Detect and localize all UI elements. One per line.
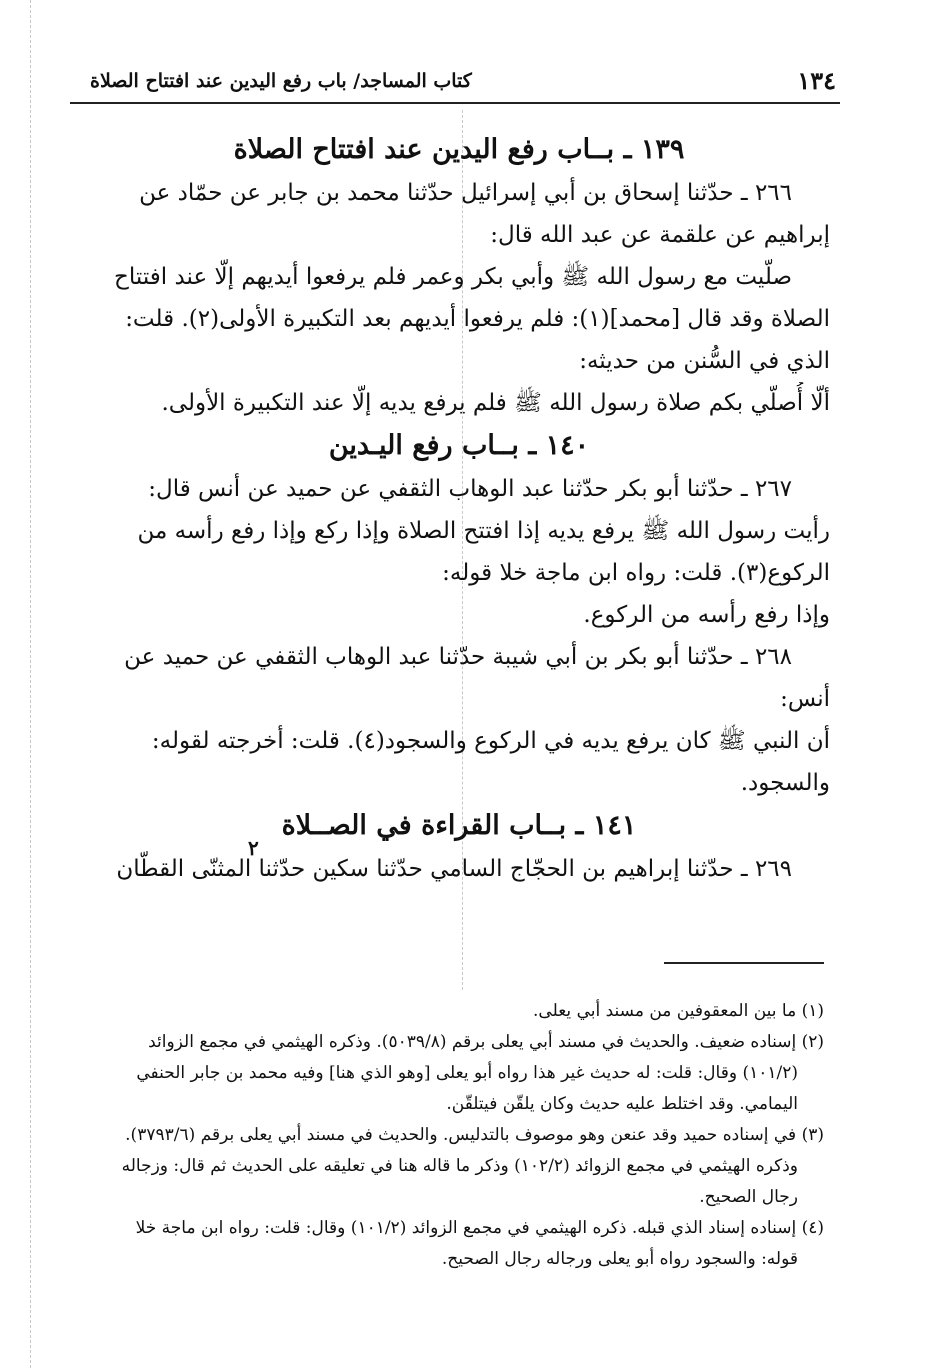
page-header (70, 68, 840, 104)
hadith-line: أن النبي ﷺ كان يرفع يديه في الركوع والسجود(٤). قلت: أخرجته لقوله: (151, 728, 830, 754)
footnote-line: (١٠١/٢) وقال: قلت: له حديث غير هذا رواه أبو يعلى [وهو الذي هنا] وفيه محمد بن جابر الحنفي (136, 1063, 798, 1083)
main-text (88, 128, 830, 890)
hadith-line: ٢٦٦ ـ حدّثنا إسحاق بن أبي إسرائيل حدّثنا محمد بن جابر عن حمّاد عن (139, 180, 792, 206)
hadith-line: الصلاة وقد قال [محمد](١): فلم يرفعوا أيديهم بعد التكبيرة الأولى(٢). قلت: (125, 306, 830, 332)
hadith-line: وإذا رفع رأسه من الركوع. (583, 602, 830, 628)
footnote-line: (٢) إسناده ضعيف. والحديث في مسند أبي يعلى برقم (٥٠٣٩/٨). وذكره الهيثمي في مجمع الزوائد (148, 1032, 824, 1052)
margin-mark: ٢ (248, 836, 259, 860)
chapter-heading: ١٤٠ ـ بــاب رفع اليـدين (328, 430, 590, 461)
running-title: كتاب المساجد/ باب رفع اليدين عند افتتاح الصلاة (90, 70, 472, 92)
hadith-line: والسجود. (740, 770, 830, 796)
chapter-heading: ١٤١ ـ بــاب القراءة في الصــلاة (281, 810, 637, 841)
footnote-separator (664, 962, 824, 964)
footnotes (74, 996, 824, 1275)
page-number: ١٣٤ (797, 66, 836, 95)
hadith-line: ألّا أُصلّي بكم صلاة رسول الله ﷺ فلم يرفع يديه إلّا عند التكبيرة الأولى. (161, 390, 830, 416)
hadith-line: صلّيت مع رسول الله ﷺ وأبي بكر وعمر فلم يرفعوا أيديهم إلّا عند افتتاح (114, 264, 792, 290)
hadith-line: الذي في السُّنن من حديثه: (579, 348, 830, 374)
scan-guide-line (30, 0, 31, 1368)
hadith-line: رأيت رسول الله ﷺ يرفع يديه إذا افتتح الصلاة وإذا ركع وإذا رفع رأسه من (137, 518, 830, 544)
chapter-heading: ١٣٩ ـ بــاب رفع اليدين عند افتتاح الصلاة (233, 134, 685, 165)
hadith-line: أنس: (780, 686, 830, 712)
hadith-line: إبراهيم عن علقمة عن عبد الله قال: (490, 222, 830, 248)
footnote-line: رجال الصحيح. (699, 1187, 798, 1207)
hadith-line: ٢٦٨ ـ حدّثنا أبو بكر بن أبي شيبة حدّثنا عبد الوهاب الثقفي عن حميد عن (124, 644, 792, 670)
hadith-line: الركوع(٣). قلت: رواه ابن ماجة خلا قوله: (442, 560, 830, 586)
footnote-line: (٤) إسناده إسناد الذي قبله. ذكره الهيثمي في مجمع الزوائد (١٠١/٢) وقال: قلت: رواه ابن ماجة خلا (135, 1218, 824, 1238)
footnote-line: وذكره الهيثمي في مجمع الزوائد (١٠٢/٢) وذكر ما قاله هنا في تعليقه على الحديث ثم قال: وزجاله (121, 1156, 798, 1176)
footnote-line: (٣) في إسناده حميد وقد عنعن وهو موصوف بالتدليس. والحديث في مسند أبي يعلى برقم (٣٧٩٣/٦). (125, 1125, 824, 1145)
hadith-line: ٢٦٧ ـ حدّثنا أبو بكر حدّثنا عبد الوهاب الثقفي عن حميد عن أنس قال: (148, 476, 792, 502)
footnote-line: (١) ما بين المعقوفين من مسند أبي يعلى. (533, 1001, 824, 1021)
hadith-line: ٢٦٩ ـ حدّثنا إبراهيم بن الحجّاج السامي حدّثنا سكين حدّثنا المثنّى القطّان (116, 856, 792, 882)
footnote-line: قوله: والسجود رواه أبو يعلى ورجاله رجال الصحيح. (441, 1249, 798, 1269)
footnote-line: اليمامي. وقد اختلط عليه حديث وكان يلقّن فيتلقّن. (446, 1094, 798, 1114)
